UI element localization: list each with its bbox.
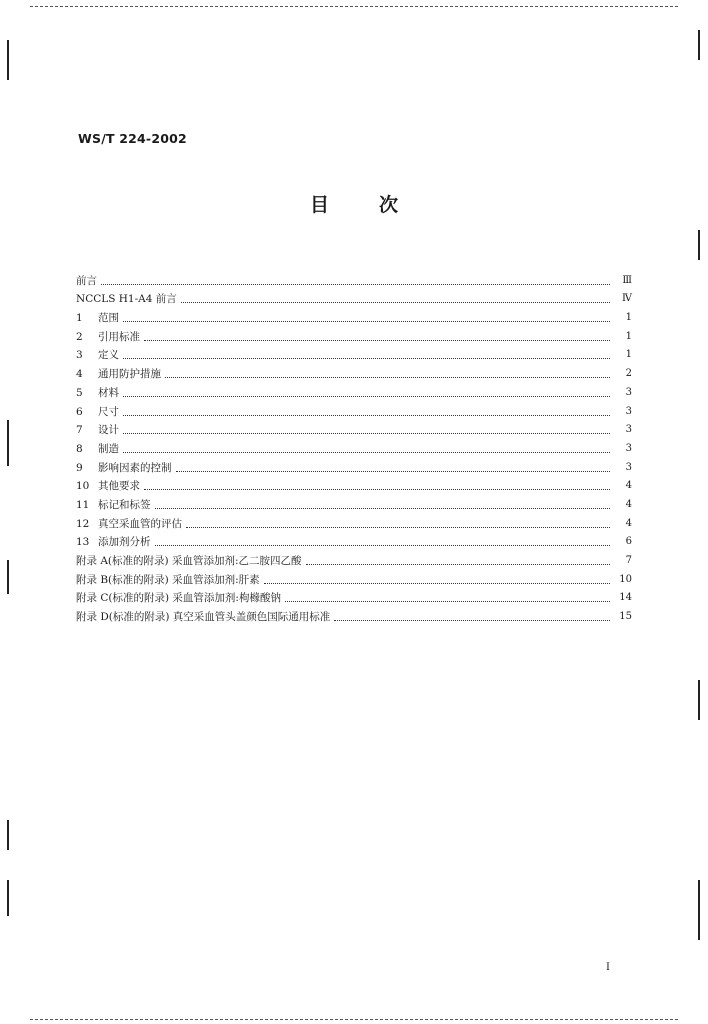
toc-entry-number: 13	[76, 536, 90, 549]
toc-entry-label: 尺寸	[98, 405, 119, 418]
document-code: WS/T 224-2002	[78, 131, 187, 146]
toc-leader-dots	[285, 600, 610, 602]
toc-entry	[76, 268, 632, 287]
scan-dash-bottom	[30, 1019, 678, 1021]
toc-entry-label: 添加剂分析	[98, 536, 151, 549]
toc-entry-label: 附录 D(标准的附录) 真空采血管头盖颜色国际通用标准	[76, 611, 331, 624]
scan-edge-mark	[7, 560, 9, 594]
scan-edge-mark	[698, 880, 700, 940]
toc-leader-dots	[334, 619, 610, 621]
toc-leader-dots	[144, 488, 610, 490]
toc-entry-label: 通用防护措施	[98, 368, 161, 381]
toc-entry	[76, 380, 632, 399]
toc-entry	[76, 604, 632, 623]
toc-entry	[76, 343, 632, 362]
toc-entry	[76, 586, 632, 605]
scan-edge-mark	[7, 880, 9, 916]
toc-entry-label: 附录 B(标准的附录) 采血管添加剂:肝素	[76, 573, 260, 586]
toc-entry-label: 影响因素的控制	[98, 461, 172, 474]
toc-leader-dots	[155, 544, 611, 546]
toc-entry-page: 1	[625, 312, 632, 324]
toc-entry	[76, 399, 632, 418]
toc-leader-dots	[123, 320, 610, 322]
toc-entry-page: 4	[625, 480, 632, 492]
toc-entry	[76, 324, 632, 343]
toc-entry	[76, 455, 632, 474]
toc-leader-dots	[123, 395, 610, 397]
toc-entry-label: 制造	[98, 442, 119, 455]
toc-entry-page: 3	[625, 461, 632, 473]
toc-entry-label: 标记和标签	[98, 498, 151, 511]
toc-entry-label: 定义	[98, 349, 119, 362]
toc-entry	[76, 492, 632, 511]
toc-entry-page: 3	[625, 442, 632, 454]
title-char-1: 目	[309, 194, 329, 216]
toc-leader-dots	[176, 470, 611, 472]
toc-entry-page: 10	[619, 573, 632, 585]
toc-entry-page: 3	[625, 405, 632, 417]
toc-leader-dots	[181, 301, 610, 303]
toc-entry	[76, 305, 632, 324]
table-of-contents	[76, 268, 632, 623]
toc-entry-label: NCCLS H1-A4 前言	[76, 293, 177, 306]
toc-entry-label: 附录 A(标准的附录) 采血管添加剂:乙二胺四乙酸	[76, 555, 302, 567]
toc-entry	[76, 287, 632, 306]
scan-edge-mark	[698, 230, 700, 260]
toc-leader-dots	[101, 283, 610, 285]
toc-entry-number: 8	[76, 442, 83, 455]
toc-leader-dots	[264, 582, 610, 584]
toc-entry-page: 1	[625, 330, 632, 342]
toc-entry-number: 1	[76, 312, 83, 325]
toc-entry-number: 11	[76, 498, 90, 511]
toc-entry-page: 1	[625, 349, 632, 361]
toc-entry	[76, 548, 632, 567]
toc-entry-number: 5	[76, 386, 83, 399]
toc-entry-label: 前言	[76, 274, 97, 287]
toc-leader-dots	[123, 432, 610, 434]
page-title	[0, 190, 708, 217]
toc-leader-dots	[186, 526, 610, 528]
toc-entry-number: 2	[76, 330, 83, 343]
toc-leader-dots	[144, 339, 610, 341]
toc-entry-label: 设计	[98, 424, 119, 437]
scan-edge-mark	[698, 680, 700, 720]
title-char-2: 次	[379, 194, 399, 216]
toc-entry-label: 附录 C(标准的附录) 采血管添加剂:枸橼酸钠	[76, 592, 281, 605]
toc-entry	[76, 436, 632, 455]
toc-entry-number: 7	[76, 424, 83, 437]
toc-entry-label: 真空采血管的评估	[98, 517, 182, 530]
toc-entry-number: 10	[76, 480, 90, 493]
toc-entry-page: 3	[625, 386, 632, 398]
toc-leader-dots	[123, 414, 610, 416]
toc-entry-number: 12	[76, 517, 90, 530]
toc-entry-label: 引用标准	[98, 330, 140, 343]
toc-entry-number: 3	[76, 349, 83, 362]
toc-leader-dots	[123, 357, 610, 359]
toc-entry	[76, 418, 632, 437]
scan-edge-mark	[7, 820, 9, 850]
toc-entry-label: 范围	[98, 312, 119, 325]
toc-entry	[76, 511, 632, 530]
toc-entry-page: Ⅳ	[622, 293, 632, 305]
toc-leader-dots	[165, 376, 610, 378]
toc-entry-page: 6	[625, 536, 632, 548]
toc-entry-page: 15	[619, 611, 632, 623]
toc-entry-number: 4	[76, 368, 83, 381]
toc-entry-label: 其他要求	[98, 480, 140, 493]
toc-entry-number: 9	[76, 461, 83, 474]
scan-edge-mark	[7, 420, 9, 466]
scan-dash-top	[30, 6, 678, 8]
toc-leader-dots	[306, 563, 611, 565]
toc-leader-dots	[123, 451, 610, 453]
toc-entry-page: 2	[625, 368, 632, 380]
toc-entry-number: 6	[76, 405, 83, 418]
toc-entry-page: 4	[625, 517, 632, 529]
toc-entry	[76, 474, 632, 493]
toc-entry	[76, 530, 632, 549]
toc-entry-page: 7	[625, 555, 632, 566]
page-number: I	[606, 962, 610, 973]
toc-entry-page: 14	[619, 592, 632, 604]
toc-entry	[76, 361, 632, 380]
toc-entry-label: 材料	[98, 386, 119, 399]
scan-edge-mark	[7, 40, 9, 80]
scan-edge-mark	[698, 30, 700, 60]
toc-entry-page: Ⅲ	[622, 274, 632, 286]
toc-entry-page: 4	[625, 498, 632, 510]
toc-entry-page: 3	[625, 424, 632, 436]
toc-leader-dots	[155, 507, 611, 509]
toc-entry	[76, 567, 632, 586]
